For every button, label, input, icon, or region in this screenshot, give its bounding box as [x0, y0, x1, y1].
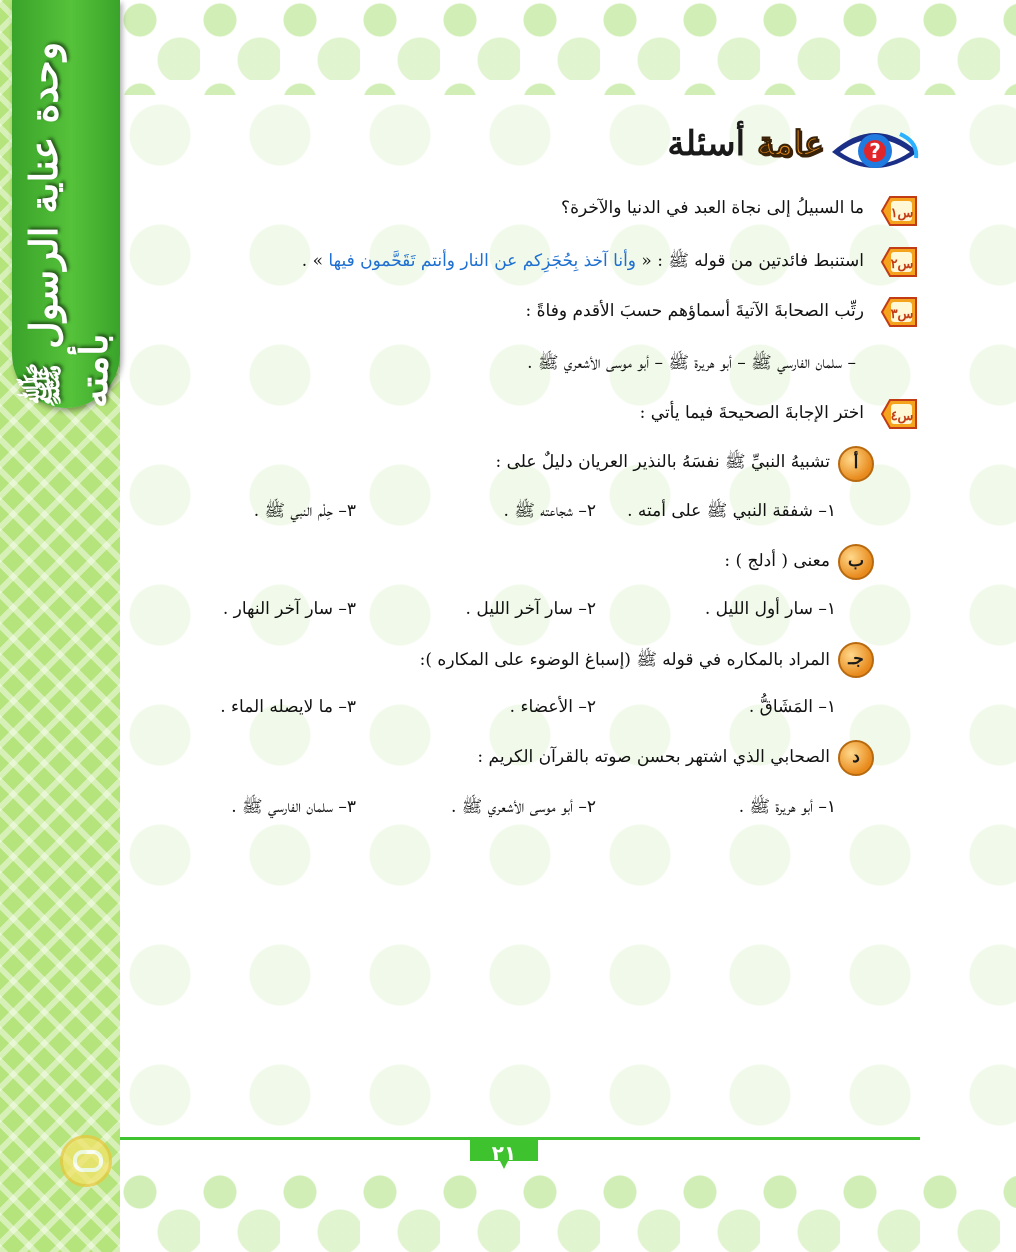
item-c-option-2: ٢– الأعضاء . [509, 697, 596, 717]
section-header [630, 122, 920, 178]
question-2-quote: وأنا آخذ بِحُجَزِكم عن النار وأنتم تَقَحَّمون فيها [328, 251, 636, 271]
unit-banner [12, 0, 120, 408]
item-d-option-1: ١– أبو هريرة ﷺ . [738, 797, 836, 817]
question-1-badge-label: س١ [890, 206, 914, 221]
question-2-suffix: » . [301, 251, 329, 271]
item-c-option-3: ٣– ما لايصله الماء . [220, 697, 356, 717]
publisher-logo-icon [60, 1135, 112, 1187]
question-2-badge [878, 245, 918, 279]
question-1-text: ما السبيلُ إلى نجاة العبد في الدنيا والآخرة؟ [561, 198, 864, 218]
item-d-stem: الصحابي الذي اشتهر بحسن صوته بالقرآن الكريم : [477, 747, 830, 767]
item-a-letter-badge: أ [838, 446, 874, 482]
unit-title: وحدة عناية الرسول ﷺ بأمته [21, 41, 116, 408]
sidebar [0, 0, 120, 1252]
question-2-prefix: استنبط فائدتين من قوله ﷺ : « [636, 251, 864, 271]
question-4-badge-label: س٤ [890, 409, 914, 424]
question-eye-icon [830, 122, 920, 178]
question-2-badge-label: س٢ [890, 257, 914, 272]
svg-text:?: ? [869, 139, 881, 163]
item-d-option-3: ٣– سلمان الفارسي ﷺ . [231, 797, 356, 817]
item-d-letter-badge: د [838, 740, 874, 776]
question-1-badge [878, 194, 918, 228]
item-b-option-2: ٢– سار آخر الليل . [465, 599, 596, 619]
question-3-text: رتِّب الصحابةَ الآتيةَ أسماؤهم حسبَ الأقدم وفاةً : [525, 301, 864, 321]
item-b-option-3: ٣– سار آخر النهار . [222, 599, 356, 619]
question-3-badge [878, 295, 918, 329]
item-a-option-1: ١– شفقة النبي ﷺ على أمته . [627, 501, 836, 521]
item-b-letter-badge: ب [838, 544, 874, 580]
item-b-option-1: ١– سار أول الليل . [704, 599, 836, 619]
question-4-text: اختر الإجابةَ الصحيحةَ فيما يأتي : [639, 403, 864, 423]
item-c-letter-badge: جـ [838, 642, 874, 678]
item-c-stem: المراد بالمكاره في قوله ﷺ (إسباغ الوضوء على المكاره ): [419, 650, 830, 670]
question-2-text [302, 250, 864, 275]
item-a-stem: تشبيهُ النبيِّ ﷺ نفسَهُ بالنذير العريان دليلٌ على : [495, 452, 830, 472]
item-d-option-2: ٢– أبو موسى الأشعري ﷺ . [450, 797, 596, 817]
bottom-ornament-band [120, 1172, 1016, 1252]
item-b-stem: معنى ( أدلج ) : [724, 551, 830, 571]
question-3-list: – سلمان الفارسي ﷺ – أبو هريرة ﷺ – أبو موسى الأشعري ﷺ . [527, 353, 856, 373]
item-c-option-1: ١– المَشَاقُّ . [748, 697, 836, 717]
item-a-option-3: ٣– حِلْم النبي ﷺ . [253, 501, 356, 521]
top-ornament-band [120, 0, 1016, 95]
title-dark: أسئلة [667, 124, 746, 164]
page-number: ٢١ [491, 1141, 517, 1165]
item-a-option-2: ٢– شجاعته ﷺ . [503, 501, 596, 521]
page-title [667, 124, 824, 164]
question-4-badge [878, 397, 918, 431]
title-accent: عامة [756, 124, 824, 164]
question-3-badge-label: س٣ [890, 307, 914, 322]
